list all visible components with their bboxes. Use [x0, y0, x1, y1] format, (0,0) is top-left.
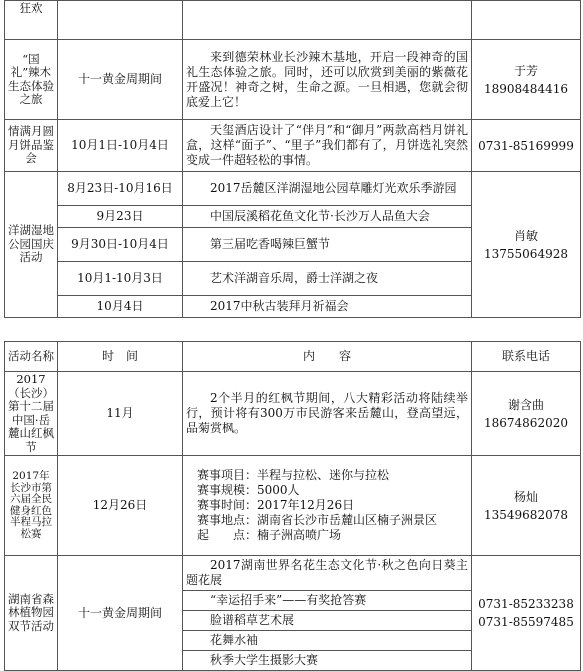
event-content: 第三届吃香喝辣巨蟹节: [183, 228, 472, 262]
contact-phone: 18908484416: [484, 81, 568, 96]
event-content: 天玺酒店设计了“伴月”和“御月”两款高档月饼礼盒，这样“面子”、“里子”我们都有了，月饼选礼突然变成一件超轻松的事情。: [183, 120, 472, 172]
contact-phone: 13549682078: [484, 507, 568, 522]
event-content: “幸运招手来”——有奖抢答赛: [183, 591, 472, 611]
contact-phone: 0731-85169999: [472, 120, 581, 172]
table-row: [5, 372, 581, 456]
event-content: 2017湖南世界名花生态文化节·秋之色向日葵主题花展: [183, 556, 472, 591]
event-contact: [472, 556, 581, 671]
race-item: 赛事地点：湖南省长沙市岳麓山区楠子洲景区: [197, 513, 438, 527]
event-name: 2017（长沙）第十二届中国·岳麓山红枫节: [5, 372, 58, 456]
contact-name: 杨灿: [513, 489, 538, 504]
race-item: 赛事规模：5000人: [197, 483, 300, 497]
table-row: [5, 456, 581, 556]
event-contact: [472, 456, 581, 556]
event-contact: [472, 40, 581, 120]
event-content: 秋季大学生摄影大赛: [183, 651, 472, 671]
contact-name: 谢含曲: [507, 397, 544, 412]
contact-phone: 13755064928: [484, 246, 568, 261]
contact-name: 于芳: [513, 63, 538, 78]
race-item: 起 点：楠子洲高喷广场: [197, 528, 342, 542]
contact-phone: 18674862020: [484, 415, 568, 430]
event-date: 9月30日-10月4日: [58, 228, 183, 262]
event-content: 2017岳麓区洋湖湿地公园草雕灯光欢乐季游园: [183, 172, 472, 206]
header-content: 内 容: [183, 342, 472, 372]
event-name: 洋湖湿地公园国庆活动: [5, 172, 58, 318]
event-date: 10月1-10月3日: [58, 262, 183, 296]
event-name: “国礼”辣木生态体验之旅: [5, 40, 58, 120]
event-name: 湖南省森林植物园双节活动: [5, 556, 58, 671]
header-name: 活动名称: [5, 342, 58, 372]
events-table-top: [4, 0, 581, 318]
event-date: 11月: [58, 372, 183, 456]
race-item: 赛事时间：2017年12月26日: [197, 498, 355, 512]
event-content: 中国辰溪稻花鱼文化节·长沙万人品鱼大会: [183, 206, 472, 228]
contact-phone: 0731-85233238: [478, 597, 574, 611]
event-contact: [472, 372, 581, 456]
contact-phone: 0731-85597485: [478, 615, 574, 629]
event-content: 艺术洋湖音乐周，爵士洋湖之夜: [183, 262, 472, 296]
event-date: 十一黄金周期间: [58, 40, 183, 120]
event-date: 9月23日: [58, 206, 183, 228]
contact-name: 肖敏: [513, 228, 538, 243]
event-date: 10月1日-10月4日: [58, 120, 183, 172]
event-content: 2017中秋古装拜月祈福会: [183, 296, 472, 318]
table-header-row: [5, 342, 581, 372]
race-item: 赛事项目：半程与拉松、迷你与拉松: [197, 468, 390, 482]
event-content: 来到德荣林业长沙辣木基地，开启一段神奇的国礼生态体验之旅。同时，还可以欣赏到美丽的紫薇花开盛况！神奇之树，生命之源。一旦相遇，您就会彻底爱上它！: [183, 40, 472, 120]
table-row: [5, 120, 581, 172]
table-row: [5, 40, 581, 120]
event-name: 狂欢: [5, 1, 58, 40]
event-contact: [472, 172, 581, 318]
event-name: 情满月圆月饼品鉴会: [5, 120, 58, 172]
header-date: 时 间: [58, 342, 183, 372]
event-date: 8月23日-10月16日: [58, 172, 183, 206]
event-content: 花舞水袖: [183, 631, 472, 651]
event-date: 10月4日: [58, 296, 183, 318]
table-row: [5, 172, 581, 206]
events-table-bottom: [4, 341, 581, 671]
event-content: [183, 456, 472, 556]
event-content: 2个半月的红枫节期间，八大精彩活动将陆续举行，预计将有300万市民游客来岳麓山，登高望远，品菊赏枫。: [183, 372, 472, 456]
event-content: 脸谱稻草艺术展: [183, 611, 472, 631]
table-row: [5, 1, 581, 40]
table-row: [5, 556, 581, 591]
header-contact: 联系电话: [472, 342, 581, 372]
event-date: 12月26日: [58, 456, 183, 556]
event-date: 十一黄金周期间: [58, 556, 183, 671]
event-name: 2017年长沙市第六届全民健身红色半程马拉松赛: [5, 456, 58, 556]
